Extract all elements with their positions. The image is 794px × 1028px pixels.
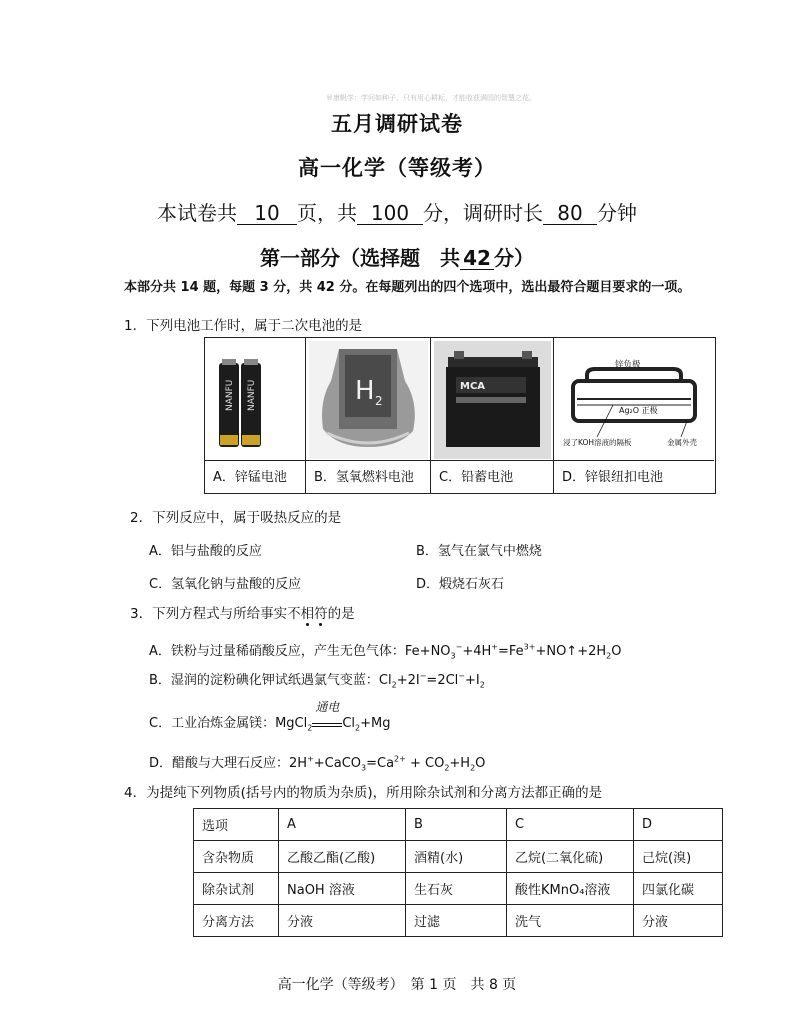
q3-option-a-text: A．铁粉与过量稀硝酸反应，产生无色气体： xyxy=(149,644,405,659)
q1-option-a: A．锌锰电池 xyxy=(205,460,305,494)
table-cell: B xyxy=(406,809,507,841)
q3-option-d-text: D．醋酸与大理石反应： xyxy=(149,756,290,771)
table-cell: 选项 xyxy=(194,809,279,841)
q3-option-a-equation: $Fe+NO_3^-+4H^+=Fe^{3+}+NO↑+2H_2O$ xyxy=(404,642,622,661)
q2-stem: 2．下列反应中，属于吸热反应的是 xyxy=(130,510,342,526)
q3-option-b xyxy=(149,669,485,690)
info-score-suffix: 分，调研时长 xyxy=(423,201,543,225)
q3-stem xyxy=(130,602,355,622)
q2-option-d: D．煅烧石灰石 xyxy=(416,577,505,592)
q1-cell-d xyxy=(554,338,714,493)
info-minutes: 80 xyxy=(543,202,597,225)
q4-table xyxy=(193,808,723,937)
table-cell: 己烷(溴) xyxy=(634,841,723,873)
lead-battery-label: MCA xyxy=(460,381,486,392)
q1-option-c: C．铅蓄电池 xyxy=(431,460,553,494)
part-intro: 本部分共 14 题，每题 3 分，共 42 分。在每题列出的四个选项中，选出最符合题目要求的一项。 xyxy=(124,280,691,295)
q1-option-b: B．氢氧燃料电池 xyxy=(306,460,430,494)
table-cell: 分液 xyxy=(279,905,406,937)
table-cell: 分液 xyxy=(634,905,723,937)
q2-option-c: C．氢氧化钠与盐酸的反应 xyxy=(149,577,302,592)
info-minutes-suffix: 分钟 xyxy=(597,201,637,225)
table-cell: 酸性KMnO₄溶液 xyxy=(507,873,634,905)
q3-option-c-text: C．工业冶炼金属镁： xyxy=(149,716,276,731)
table-cell: A xyxy=(279,809,406,841)
q1-cell-b xyxy=(306,338,431,493)
table-cell: 生石灰 xyxy=(406,873,507,905)
q3-stem-b: 的是 xyxy=(327,606,355,622)
table-cell: 乙烷(二氧化硫) xyxy=(507,841,634,873)
exam-subject: 高一化学（等级考） xyxy=(298,156,496,180)
table-cell: 乙酸乙酯(乙酸) xyxy=(279,841,406,873)
table-row xyxy=(194,809,723,841)
info-pages: 10 xyxy=(237,202,297,225)
part-prefix: 第一部分（选择题 共 xyxy=(260,246,460,270)
watermark: ®康帆学：学问如种子，只有用心耕耘，才能收获满园的智慧之花。 xyxy=(326,94,536,102)
q3-option-b-equation: $Cl_2+2I^-=2Cl^-+I_2$ xyxy=(378,671,485,690)
q3-option-a xyxy=(149,640,621,661)
q3-stem-emph-1: 相 xyxy=(300,606,315,622)
button-label-left: 浸了KOH溶液的隔板 xyxy=(563,438,632,447)
svg-text:2: 2 xyxy=(375,394,383,408)
q3-option-c xyxy=(149,700,391,733)
q4-stem: 4．为提纯下列物质(括号内的物质为杂质)，所用除杂试剂和分离方法都正确的是 xyxy=(124,785,603,801)
page-footer: 高一化学（等级考） 第 1 页 共 8 页 xyxy=(277,977,517,993)
exam-info-line xyxy=(0,197,794,226)
table-row xyxy=(194,841,723,873)
table-cell: 四氯化碳 xyxy=(634,873,723,905)
q3-option-b-text: B．湿润的淀粉碘化钾试纸遇氯气变蓝： xyxy=(149,673,379,688)
table-cell: 过滤 xyxy=(406,905,507,937)
button-label-mid: Ag₂O 正极 xyxy=(619,406,658,415)
exam-title: 五月调研试卷 xyxy=(331,112,463,136)
fuel-cell-image xyxy=(309,341,428,459)
q3-option-d-equation: $2H^++CaCO_3=Ca^{2+} + CO_2+H_2O$ xyxy=(289,754,486,773)
q3-option-d xyxy=(149,752,485,773)
button-label-top: 锌负极 xyxy=(615,360,641,370)
table-cell: 分离方法 xyxy=(194,905,279,937)
info-pages-suffix: 页，共 xyxy=(297,201,357,225)
h2-label: H xyxy=(355,376,375,406)
q3-stem-emph-2: 符 xyxy=(314,606,328,622)
q1-image-table xyxy=(204,337,716,494)
table-row xyxy=(194,905,723,937)
q2-option-a: A．铝与盐酸的反应 xyxy=(149,544,262,559)
lead-battery-image xyxy=(434,341,551,459)
table-cell: C xyxy=(507,809,634,841)
info-prefix: 本试卷共 xyxy=(157,201,237,225)
part-heading xyxy=(0,242,794,271)
button-label-right: 金属外壳 xyxy=(667,438,697,447)
button-cell-diagram xyxy=(557,341,711,459)
table-cell: 含杂物质 xyxy=(194,841,279,873)
battery-label-1: NANFU xyxy=(225,379,235,411)
q3-condition: 通电 xyxy=(315,700,340,714)
part-suffix: 分） xyxy=(494,246,534,270)
part-score: 42 xyxy=(460,247,494,270)
table-cell: 酒精(水) xyxy=(406,841,507,873)
table-cell: D xyxy=(634,809,723,841)
q1-cell-a xyxy=(205,338,306,493)
table-cell: 洗气 xyxy=(507,905,634,937)
q1-cell-c xyxy=(431,338,554,493)
q3-stem-a: 3．下列方程式与所给事实不 xyxy=(130,606,301,622)
table-cell: NaOH 溶液 xyxy=(279,873,406,905)
table-row xyxy=(194,873,723,905)
battery-image xyxy=(208,341,303,459)
table-cell: 除杂试剂 xyxy=(194,873,279,905)
q1-stem: 1．下列电池工作时，属于二次电池的是 xyxy=(124,318,363,334)
q1-option-d: D．锌银纽扣电池 xyxy=(554,460,714,494)
q3-option-c-equation: MgCl$_2$ 通电 $Cl_2+Mg$ xyxy=(275,700,391,733)
battery-label-2: NANFU xyxy=(247,379,257,411)
info-score: 100 xyxy=(357,202,423,225)
q2-option-b: B．氢气在氯气中燃烧 xyxy=(416,544,542,559)
